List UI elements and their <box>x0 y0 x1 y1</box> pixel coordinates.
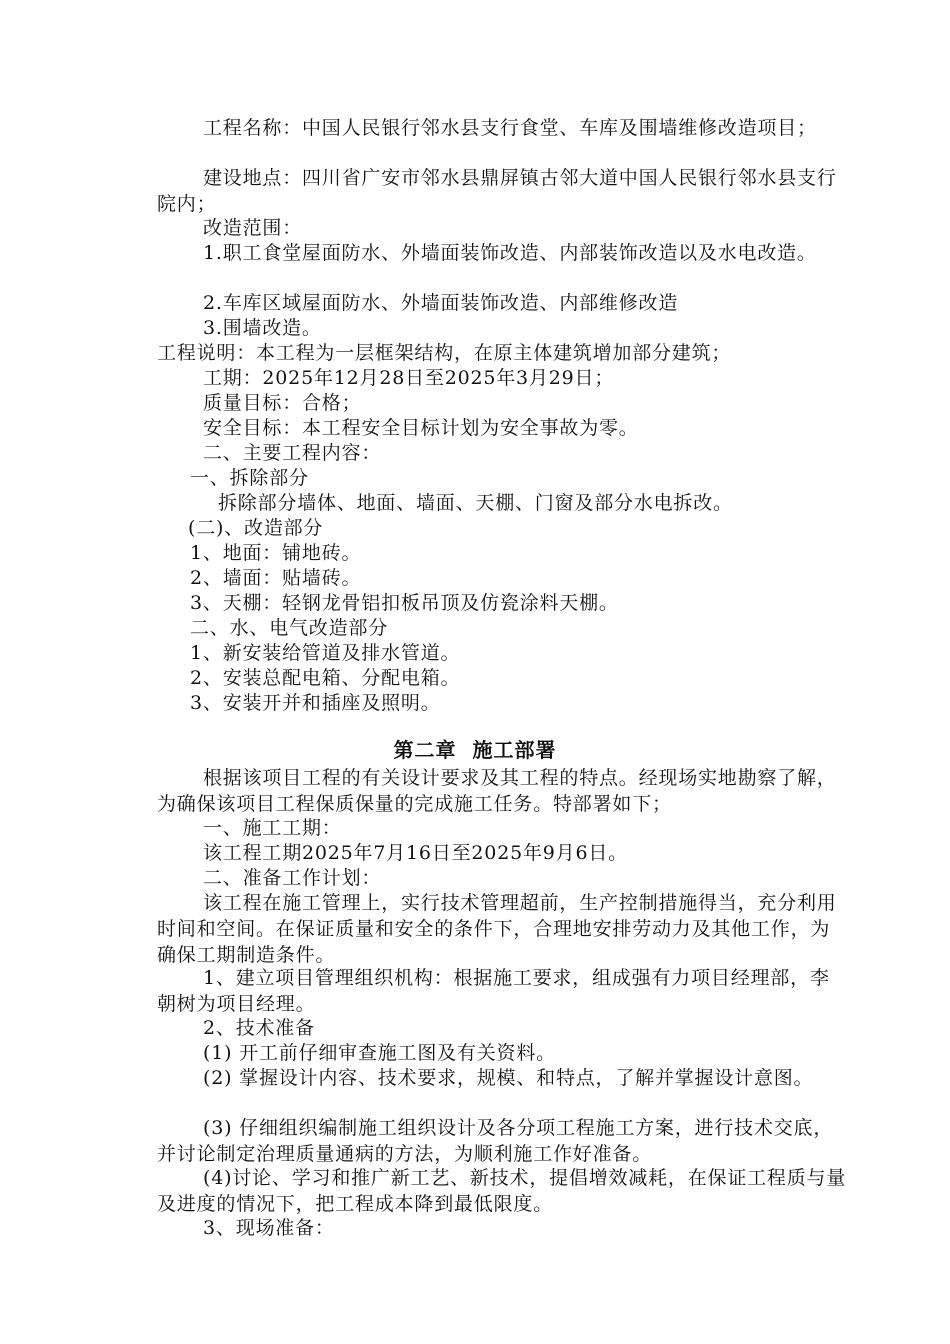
renovation-item-1: 1、地面：铺地砖。 <box>190 542 362 564</box>
quality-target: 质量目标：合格； <box>203 392 362 414</box>
project-name-paragraph: 工程名称：中国人民银行邻水县支行食堂、车库及围墙维修改造项目； <box>203 117 817 139</box>
water-electric-item-1: 1、新安装给管道及排水管道。 <box>190 642 461 664</box>
site-prep-heading: 3、现场准备： <box>203 1217 335 1239</box>
tech-prep-heading: 2、技术准备 <box>203 1017 315 1039</box>
water-electric-heading: 二、水、电气改造部分 <box>190 617 389 639</box>
safety-target: 安全目标：本工程安全目标计划为安全事故为零。 <box>203 417 639 439</box>
tech-prep-item-1: (1) 开工前仔细审查施工图及有关资料。 <box>203 1042 556 1064</box>
preparation-text: 该工程在施工管理上，实行技术管理超前，生产控制措施得当，充分利用时间和空间。在保证质量和安全的条件下，合理地安排劳动力及其他工作，为确保工期制造条件。 <box>157 892 837 966</box>
schedule-text: 该工程工期2025年7月16日至2025年9月6日。 <box>203 842 628 864</box>
preparation-heading: 二、准备工作计划： <box>203 867 382 889</box>
scope-item-3: 3.围墙改造。 <box>203 317 322 339</box>
tech-prep-item-3: (3) 仔细组织编制施工组织设计及各分项工程施工方案，进行技术交底，并讨论制定治理质量通病的方法，为顺利施工作好准备。 <box>157 1117 834 1165</box>
demolition-heading: 一、拆除部分 <box>190 467 309 489</box>
tech-prep-item-2: (2) 掌握设计内容、技术要求，规模、和特点，了解并掌握设计意图。 <box>203 1067 814 1089</box>
project-period: 工期：2025年12月28日至2025年3月29日； <box>203 367 615 389</box>
schedule-heading: 一、施工工期： <box>203 817 342 839</box>
org-structure-item: 1、建立项目管理组织机构：根据施工要求，组成强有力项目经理部，李朝树为项目经理。 <box>157 967 830 1015</box>
renovation-item-2: 2、墙面：贴墙砖。 <box>190 567 362 589</box>
tech-prep-item-4: (4)讨论、学习和推广新工艺、新技术，提倡增效减耗，在保证工程质与量及进度的情况下，把工程成本降到最低限度。 <box>157 1167 847 1215</box>
scope-item-2: 2.车库区域屋面防水、外墙面装饰改造、内部维修改造 <box>203 292 679 314</box>
scope-item-1: 1.职工食堂屋面防水、外墙面装饰改造、内部装饰改造以及水电改造。 <box>203 242 817 264</box>
scope-label: 改造范围： <box>203 217 303 239</box>
water-electric-item-3: 3、安装开并和插座及照明。 <box>190 692 441 714</box>
chapter-title: 第二章 施工部署 <box>393 738 557 762</box>
main-content-heading: 二、主要工程内容： <box>203 442 382 464</box>
renovation-item-3: 3、天棚：轻钢龙骨铝扣板吊顶及仿瓷涂料天棚。 <box>190 592 619 614</box>
location-paragraph: 建设地点：四川省广安市邻水县鼎屏镇古邻大道中国人民银行邻水县支行院内； <box>157 167 837 215</box>
demolition-text: 拆除部分墙体、地面、墙面、天棚、门窗及部分水电拆改。 <box>218 492 733 514</box>
renovation-heading: (二)、改造部分 <box>188 517 324 539</box>
water-electric-item-2: 2、安装总配电箱、分配电箱。 <box>190 667 461 689</box>
project-description: 工程说明：本工程为一层框架结构，在原主体建筑增加部分建筑； <box>157 342 732 364</box>
chapter-intro: 根据该项目工程的有关设计要求及其工程的特点。经现场实地勘察了解，为确保该项目工程保质保量的完成施工任务。特部署如下； <box>157 767 837 815</box>
